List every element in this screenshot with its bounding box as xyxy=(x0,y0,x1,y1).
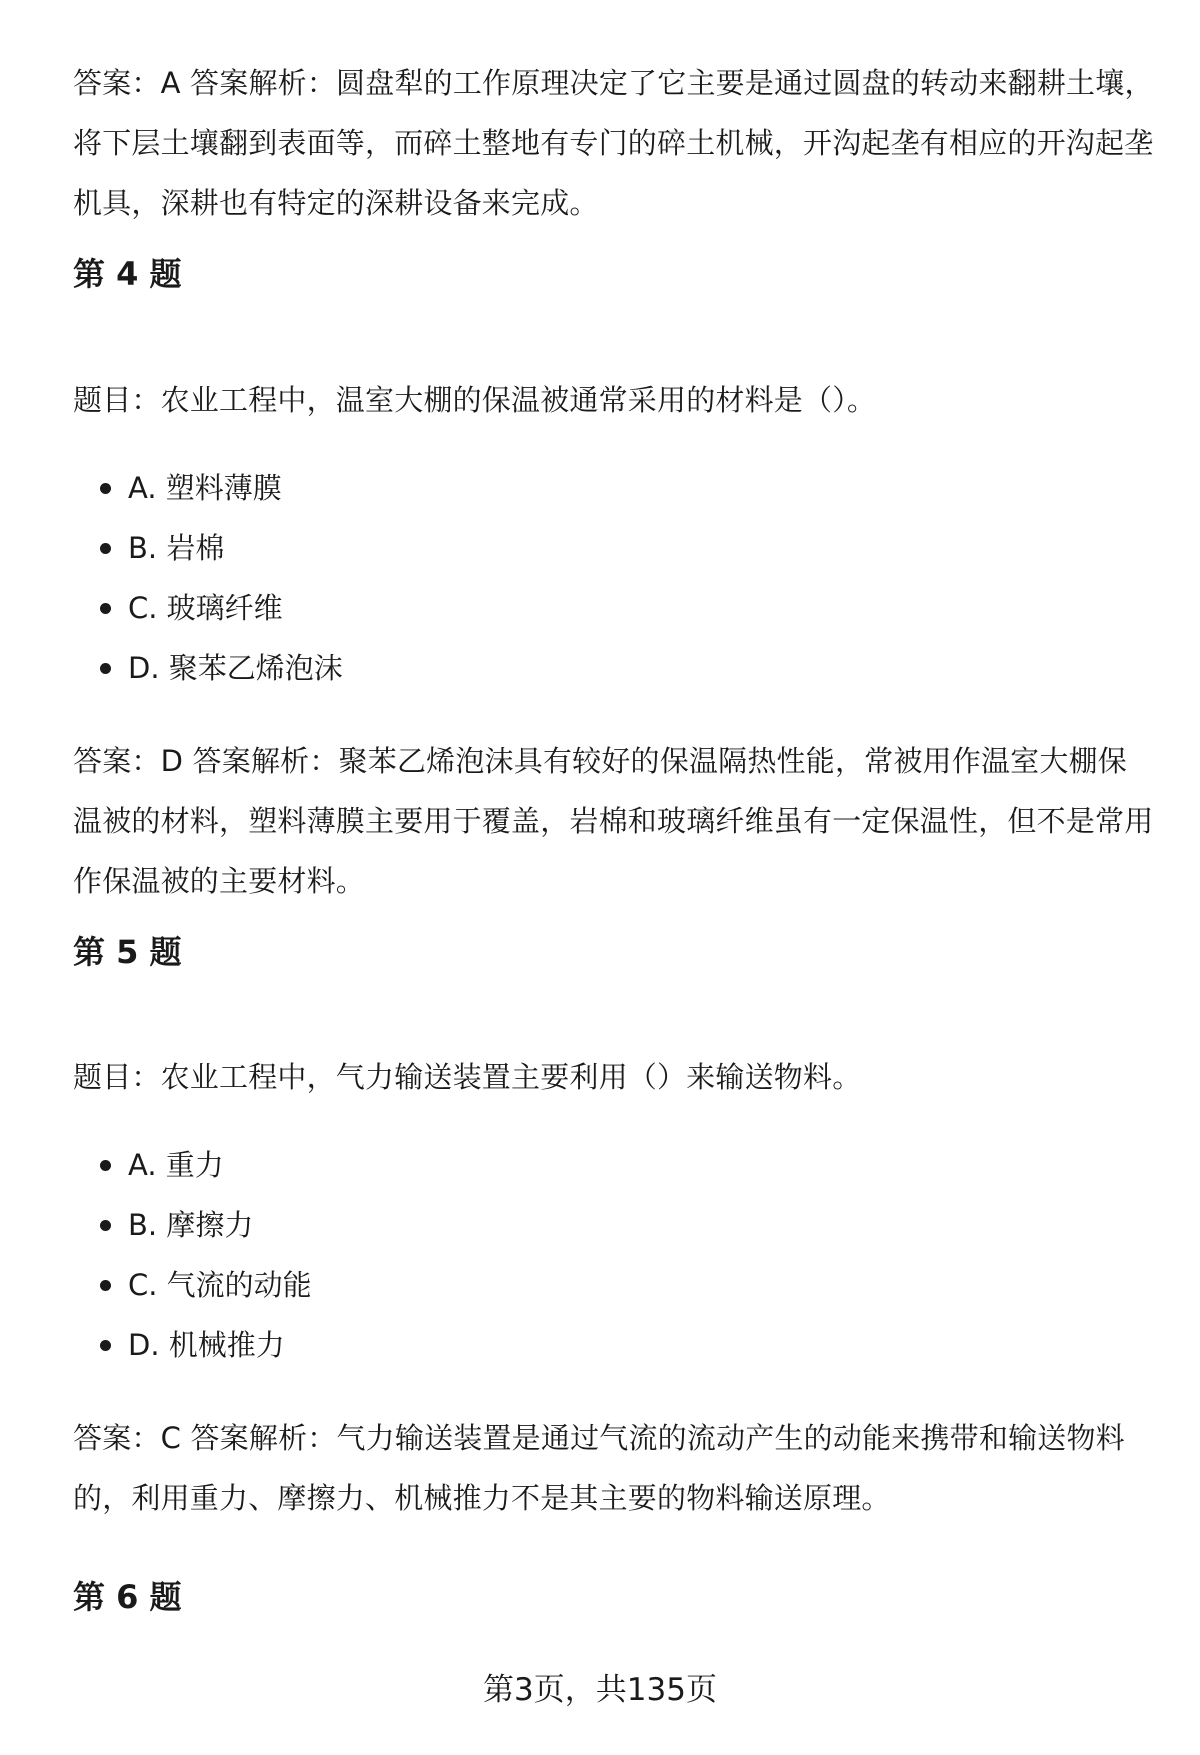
bullet-icon xyxy=(100,483,111,494)
option-item xyxy=(73,1315,1155,1375)
question-heading-4: 第 4 题 xyxy=(73,255,182,293)
option-item xyxy=(73,518,1155,578)
option-label: B. 摩擦力 xyxy=(128,1208,254,1242)
question-heading-6: 第 6 题 xyxy=(73,1578,182,1616)
option-item xyxy=(73,1135,1155,1195)
option-label: D. 聚苯乙烯泡沫 xyxy=(128,651,343,685)
bullet-icon xyxy=(100,1340,111,1351)
option-item xyxy=(73,1255,1155,1315)
option-label: B. 岩棉 xyxy=(128,531,225,565)
bullet-icon xyxy=(100,603,111,614)
question-prompt-5: 题目：农业工程中，气力输送装置主要利用（）来输送物料。 xyxy=(73,1060,862,1094)
bullet-icon xyxy=(100,1220,111,1231)
question-prompt-4: 题目：农业工程中，温室大棚的保温被通常采用的材料是（）。 xyxy=(73,383,877,417)
option-label: C. 玻璃纤维 xyxy=(128,591,283,625)
question-heading-5: 第 5 题 xyxy=(73,933,182,971)
page-footer: 第3页，共135页 xyxy=(483,1672,717,1708)
option-label: C. 气流的动能 xyxy=(128,1268,312,1302)
option-item xyxy=(73,578,1155,638)
bullet-icon xyxy=(100,663,111,674)
options-list-5 xyxy=(73,1135,1155,1375)
bullet-icon xyxy=(100,1280,111,1291)
option-label: A. 重力 xyxy=(128,1148,224,1182)
answer-explanation-q5: 答案：C 答案解析：气力输送装置是通过气流的流动产生的动能来携带和输送物料的，利用重力、摩擦力、机械推力不是其主要的物料输送原理。 xyxy=(73,1421,1125,1515)
options-list-4 xyxy=(73,458,1155,698)
answer-explanation-q4: 答案：D 答案解析：聚苯乙烯泡沫具有较好的保温隔热性能，常被用作温室大棚保温被的材料，塑料薄膜主要用于覆盖，岩棉和玻璃纤维虽有一定保温性，但不是常用作保温被的主要材料。 xyxy=(73,744,1154,898)
option-label: D. 机械推力 xyxy=(128,1328,285,1362)
option-item xyxy=(73,638,1155,698)
answer-explanation-q3: 答案：A 答案解析：圆盘犁的工作原理决定了它主要是通过圆盘的转动来翻耕土壤，将下层土壤翻到表面等，而碎土整地有专门的碎土机械，开沟起垄有相应的开沟起垄机具，深耕也有特定的深耕设备来完成。 xyxy=(73,66,1154,220)
option-item xyxy=(73,1195,1155,1255)
option-label: A. 塑料薄膜 xyxy=(128,471,282,505)
option-item xyxy=(73,458,1155,518)
bullet-icon xyxy=(100,543,111,554)
bullet-icon xyxy=(100,1160,111,1171)
